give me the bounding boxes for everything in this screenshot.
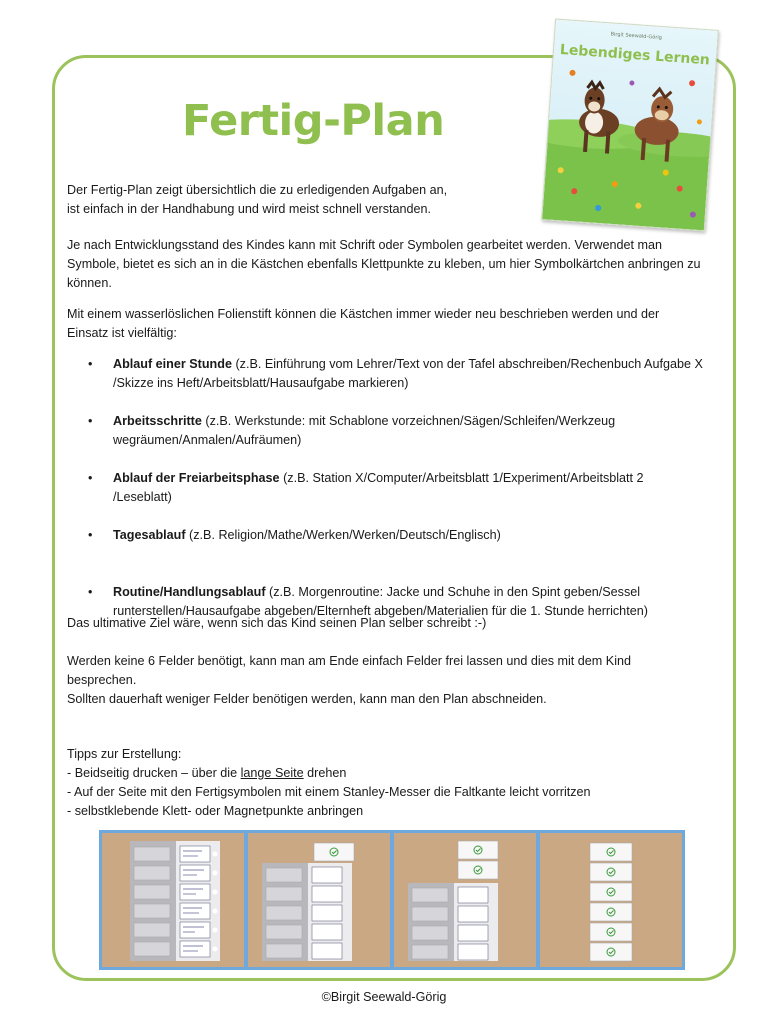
list-item — [86, 526, 726, 545]
list-item-text: (z.B. Station X/Computer/Arbeitsblatt 1/Experiment/Arbeitsblatt 2 — [279, 471, 644, 485]
list-item — [86, 412, 726, 450]
tips-section — [67, 745, 727, 821]
list-item — [86, 469, 726, 507]
tips-line-2: - Auf der Seite mit den Fertigsymbolen mit einem Stanley-Messer die Faltkante leicht vorritzen — [67, 785, 591, 799]
paragraph-3 — [67, 305, 727, 343]
list-item-text: (z.B. Morgenroutine: Jacke und Schuhe in den Spint geben/Sessel — [265, 585, 641, 599]
photo-plan-folding-1 — [248, 833, 390, 967]
goal-text: Das ultimative Ziel wäre, wenn sich das Kind seinen Plan selber schreibt :-) — [67, 616, 487, 630]
cover-title: Lebendiges Lernen — [559, 41, 711, 69]
photo-plan-all-done — [540, 833, 682, 967]
para2-line-2: Symbole, bietet es sich an in die Kästchen ebenfalls Klettpunkte zu kleben, um hier Symbolkärtchen anbringen zu — [67, 257, 701, 271]
list-item-title: Ablauf der Freiarbeitsphase — [113, 471, 280, 485]
intro-paragraph — [67, 181, 707, 219]
para3-line-1: Mit einem wasserlöslichen Folienstift können die Kästchen immer wieder neu beschrieben werden und der — [67, 307, 660, 321]
photo-strip — [99, 830, 685, 970]
list-item-text: (z.B. Religion/Mathe/Werken/Werken/Deutsch/Englisch) — [185, 528, 501, 542]
intro-line-2: ist einfach in der Handhabung und wird meist schnell verstanden. — [67, 202, 432, 216]
list-item-text: (z.B. Einführung vom Lehrer/Text von der Tafel abschreiben/Rechenbuch Aufgabe X — [231, 357, 703, 371]
para5-line-1: Werden keine 6 Felder benötigt, kann man am Ende einfach Felder frei lassen und dies mit dem Kind — [67, 654, 632, 668]
list-item-title: Tagesablauf — [113, 528, 186, 542]
underlined-text: lange Seite — [240, 766, 304, 780]
list-item — [86, 355, 726, 393]
copyright-notice: ©Birgit Seewald-Görig — [321, 990, 447, 1004]
list-item-title: Arbeitsschritte — [113, 414, 202, 428]
intro-line-1: Der Fertig-Plan zeigt übersichtlich die zu erledigenden Aufgaben an, — [67, 183, 448, 197]
list-item-text-continued: runterstellen/Hausaufgabe abgeben/Elternheft abgeben/Materialien für die 1. Stunde herrichten) — [113, 604, 648, 618]
list-item-text-continued: /Skizze ins Heft/Arbeitsblatt/Hausaufgabe markieren) — [113, 376, 409, 390]
bullet-icon: • — [88, 357, 93, 371]
para2-line-3: können. — [67, 276, 112, 290]
bullet-icon: • — [88, 528, 93, 542]
paragraph-2 — [67, 236, 737, 293]
paragraph-5 — [67, 652, 727, 709]
bullet-icon: • — [88, 471, 93, 485]
tips-line-3: - selbstklebende Klett- oder Magnetpunkte anbringen — [67, 804, 364, 818]
photo-plan-open — [102, 833, 244, 967]
para3-line-2: Einsatz ist vielfältig: — [67, 326, 177, 340]
page-title: Fertig-Plan — [182, 96, 445, 146]
cover-author: Birgit Seewald-Görig — [610, 31, 663, 42]
photo-plan-folding-2 — [394, 833, 536, 967]
list-item-text-continued: wegräumen/Anmalen/Aufräumen) — [113, 433, 302, 447]
goal-sentence — [67, 614, 727, 633]
list-item-title: Routine/Handlungsablauf — [113, 585, 266, 599]
list-item-title: Ablauf einer Stunde — [113, 357, 232, 371]
para5-line-2: besprechen. — [67, 673, 137, 687]
para5-line-3: Sollten dauerhaft weniger Felder benötigen werden, kann man den Plan abschneiden. — [67, 692, 547, 706]
list-item-text-continued: /Leseblatt) — [113, 490, 172, 504]
tips-heading: Tipps zur Erstellung: — [67, 747, 182, 761]
tips-line-1: - Beidseitig drucken – über die lange Seite drehen — [67, 766, 347, 780]
para2-line-1: Je nach Entwicklungsstand des Kindes kann mit Schrift oder Symbolen gearbeitet werden. Verwendet man — [67, 238, 663, 252]
list-item-text: (z.B. Werkstunde: mit Schablone vorzeichnen/Sägen/Schleifen/Werkzeug — [201, 414, 616, 428]
bullet-icon: • — [88, 414, 93, 428]
bullet-icon: • — [88, 585, 93, 599]
use-case-list — [86, 355, 726, 621]
